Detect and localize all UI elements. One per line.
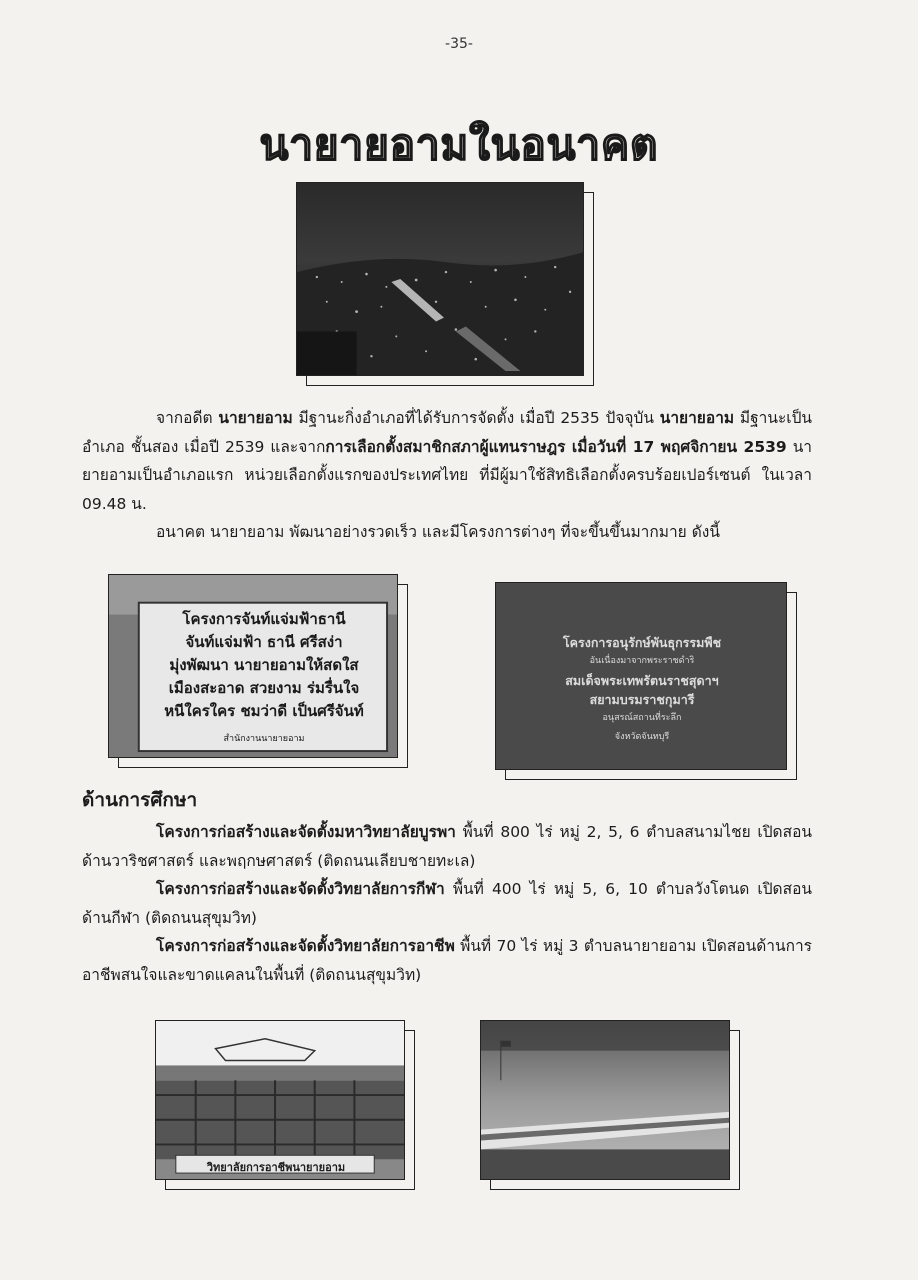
sign-line: มุ่งพัฒนา นายายอามให้สดใส [169, 656, 359, 674]
campus-building-photo [480, 1020, 730, 1180]
building-construction-photo [155, 1020, 405, 1180]
project-sign-photo [108, 574, 398, 758]
sign-line: โครงการอนุรักษ์พันธุกรรมพืช [562, 635, 722, 650]
page-title: นายายอามในอนาคต [259, 120, 659, 169]
sign-line: สยามบรมราชกุมารี [589, 692, 695, 707]
education-item: โครงการก่อสร้างและจัดตั้งวิทยาลัยการอาชีพ พื้นที่ 70 ไร่ หมู่ 3 ตำบลนายายอาม เปิดสอนด้านการอาชีพสนใจและขาดแคลนในพื้นที่ (ติดถนนสุขุมวิท) [82, 937, 812, 984]
education-item: โครงการก่อสร้างและจัดตั้งวิทยาลัยการกีฬา พื้นที่ 400 ไร่ หมู่ 5, 6, 10 ตำบลวังโตนด เปิดสอนด้านกีฬา (ติดถนนสุขุมวิท) [82, 880, 812, 927]
royal-project-sign-photo [495, 582, 787, 770]
education-item: โครงการก่อสร้างและจัดตั้งมหาวิทยาลัยบูรพา พื้นที่ 800 ไร่ หมู่ 2, 5, 6 ตำบลสนามไชย เปิดสอนด้านวาริชศาสตร์ และพฤกษศาสตร์ (ติดถนนเลียบชายทะเล) [82, 823, 812, 870]
sign-line: หนีใครใคร ชมว่าดี เป็นศรีจันท์ [164, 702, 364, 720]
sign-line: จันท์แจ่มฟ้า ธานี ศรีสง่า [185, 633, 343, 651]
intro-paragraph: จากอดีต นายายอาม มีฐานะกิ่งอำเภอที่ได้รับการจัดตั้ง เมื่อปี 2535 ปัจจุบัน นายายอาม มีฐานะเป็นอำเภอ ชั้นสอง เมื่อปี 2539 และจากการเลือกตั้งสมาชิกสภาผู้แทนราษฎร เมื่อวันที่ 17 พฤศจิกายน 2539 นายายอามเป็นอำเภอแรก หน่วยเลือกตั้งแรกของประเทศไทย ที่มีผู้มาใช้สิทธิเลือกตั้งครบร้อยเปอร์เซนต์ ในเวลา 09.48 น. [82, 409, 813, 513]
page-number: -35- [445, 36, 473, 52]
sign-line: โครงการจันท์แจ่มฟ้าธานี [182, 610, 346, 628]
sign-line: สมเด็จพระเทพรัตนราชสุดาฯ [565, 673, 719, 688]
night-city-photo [296, 182, 584, 376]
sign-line: จังหวัดจันทบุรี [614, 732, 670, 742]
sign-footer: สำนักงานนายายอาม [223, 734, 305, 744]
section-heading-education: ด้านการศึกษา [82, 789, 198, 811]
sign-line: อนุสรณ์สถานที่ระลึก [602, 713, 682, 723]
future-paragraph: อนาคต นายายอาม พัฒนาอย่างรวดเร็ว และมีโครงการต่างๆ ที่จะขึ้นขึ้นมากมาย ดังนี้ [156, 523, 720, 541]
sign-line: เมืองสะอาด สวยงาม ร่มรื่นใจ [168, 679, 360, 697]
building-banner: วิทยาลัยการอาชีพนายายอาม [206, 1161, 346, 1174]
sign-line: อันเนื่องมาจากพระราชดำริ [589, 656, 695, 666]
